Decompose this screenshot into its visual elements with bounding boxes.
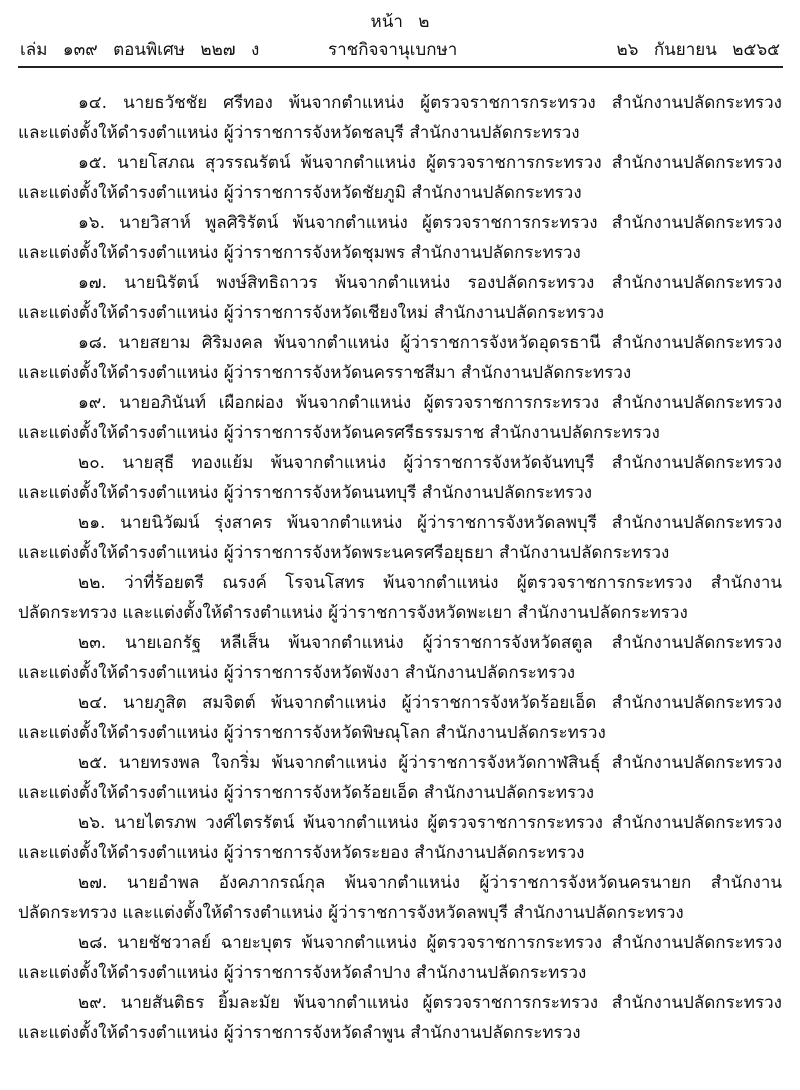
item-first-line: ๒๖. นายไตรภพ วงศ์ไตรรัตน์ พ้นจากตำแหน่ง ผู้ตรวจราชการกระทรวง สำนักงานปลัดกระทรวง <box>78 813 782 833</box>
appointment-item <box>18 268 782 328</box>
volume-issue: เล่ม ๑๓๙ ตอนพิเศษ ๒๒๗ ง <box>20 40 260 60</box>
item-first-line: ๑๖. นายวิสาห์ พูลศิริรัตน์ พ้นจากตำแหน่ง ผู้ตรวจราชการกระทรวง สำนักงานปลัดกระทรวง <box>78 213 782 233</box>
header-divider <box>18 66 783 68</box>
item-first-line: ๒๐. นายสุธี ทองแย้ม พ้นจากตำแหน่ง ผู้ว่าราชการจังหวัดจันทบุรี สำนักงานปลัดกระทรวง <box>78 453 782 473</box>
item-second-line: ปลัดกระทรวง และแต่งตั้งให้ดำรงตำแหน่ง ผู้ว่าราชการจังหวัดลพบุรี สำนักงานปลัดกระทรวง <box>18 903 684 923</box>
item-second-line: และแต่งตั้งให้ดำรงตำแหน่ง ผู้ว่าราชการจังหวัดชลบุรี สำนักงานปลัดกระทรวง <box>18 123 580 143</box>
appointment-item <box>18 388 782 448</box>
publication-date: ๒๖ กันยายน ๒๕๖๕ <box>616 40 780 60</box>
appointment-item <box>18 808 782 868</box>
item-first-line: ๒๙. นายสันติธร ยิ้มละมัย พ้นจากตำแหน่ง ผู้ตรวจราชการกระทรวง สำนักงานปลัดกระทรวง <box>78 993 782 1013</box>
item-first-line: ๑๙. นายอภินันท์ เผือกผ่อง พ้นจากตำแหน่ง ผู้ตรวจราชการกระทรวง สำนักงานปลัดกระทรวง <box>78 393 782 413</box>
appointment-item <box>18 508 782 568</box>
publication-title: ราชกิจจานุเบกษา <box>328 40 458 60</box>
item-first-line: ๒๒. ว่าที่ร้อยตรี ณรงค์ โรจนโสทร พ้นจากตำแหน่ง ผู้ตรวจราชการกระทรวง สำนักงาน <box>78 573 782 593</box>
item-first-line: ๑๘. นายสยาม ศิริมงคล พ้นจากตำแหน่ง ผู้ว่าราชการจังหวัดอุดรธานี สำนักงานปลัดกระทรวง <box>78 333 782 353</box>
item-second-line: และแต่งตั้งให้ดำรงตำแหน่ง ผู้ว่าราชการจังหวัดเชียงใหม่ สำนักงานปลัดกระทรวง <box>18 303 605 323</box>
appointment-item <box>18 328 782 388</box>
page-number: หน้า ๒ <box>370 12 430 32</box>
item-first-line: ๑๗. นายนิรัตน์ พงษ์สิทธิถาวร พ้นจากตำแหน่ง รองปลัดกระทรวง สำนักงานปลัดกระทรวง <box>78 273 782 293</box>
appointment-item <box>18 568 782 628</box>
item-second-line: ปลัดกระทรวง และแต่งตั้งให้ดำรงตำแหน่ง ผู้ว่าราชการจังหวัดพะเยา สำนักงานปลัดกระทรวง <box>18 603 688 623</box>
appointment-item <box>18 88 782 148</box>
appointment-item <box>18 688 782 748</box>
appointment-item <box>18 868 782 928</box>
item-second-line: และแต่งตั้งให้ดำรงตำแหน่ง ผู้ว่าราชการจังหวัดนครศรีธรรมราช สำนักงานปลัดกระทรวง <box>18 423 660 443</box>
item-second-line: และแต่งตั้งให้ดำรงตำแหน่ง ผู้ว่าราชการจังหวัดนครราชสีมา สำนักงานปลัดกระทรวง <box>18 363 632 383</box>
item-second-line: และแต่งตั้งให้ดำรงตำแหน่ง ผู้ว่าราชการจังหวัดชุมพร สำนักงานปลัดกระทรวง <box>18 243 581 263</box>
item-first-line: ๒๑. นายนิวัฒน์ รุ่งสาคร พ้นจากตำแหน่ง ผู้ว่าราชการจังหวัดลพบุรี สำนักงานปลัดกระทรวง <box>78 513 782 533</box>
item-first-line: ๒๕. นายทรงพล ใจกริ่ม พ้นจากตำแหน่ง ผู้ว่าราชการจังหวัดกาฬสินธุ์ สำนักงานปลัดกระทรวง <box>78 753 782 773</box>
appointment-item <box>18 748 782 808</box>
item-first-line: ๒๔. นายภูสิต สมจิตต์ พ้นจากตำแหน่ง ผู้ว่าราชการจังหวัดร้อยเอ็ด สำนักงานปลัดกระทรวง <box>78 693 782 713</box>
item-first-line: ๒๗. นายอำพล อังคภากรณ์กุล พ้นจากตำแหน่ง ผู้ว่าราชการจังหวัดนครนายก สำนักงาน <box>78 873 782 893</box>
appointment-list <box>18 88 782 1048</box>
item-second-line: และแต่งตั้งให้ดำรงตำแหน่ง ผู้ว่าราชการจังหวัดลำพูน สำนักงานปลัดกระทรวง <box>18 1023 581 1043</box>
item-second-line: และแต่งตั้งให้ดำรงตำแหน่ง ผู้ว่าราชการจังหวัดร้อยเอ็ด สำนักงานปลัดกระทรวง <box>18 783 595 803</box>
item-first-line: ๑๔. นายธวัชชัย ศรีทอง พ้นจากตำแหน่ง ผู้ตรวจราชการกระทรวง สำนักงานปลัดกระทรวง <box>78 93 782 113</box>
item-first-line: ๒๘. นายชัชวาลย์ ฉายะบุตร พ้นจากตำแหน่ง ผู้ตรวจราชการกระทรวง สำนักงานปลัดกระทรวง <box>78 933 782 953</box>
item-second-line: และแต่งตั้งให้ดำรงตำแหน่ง ผู้ว่าราชการจังหวัดพังงา สำนักงานปลัดกระทรวง <box>18 663 576 683</box>
item-first-line: ๑๕. นายโสภณ สุวรรณรัตน์ พ้นจากตำแหน่ง ผู้ตรวจราชการกระทรวง สำนักงานปลัดกระทรวง <box>78 153 782 173</box>
item-second-line: และแต่งตั้งให้ดำรงตำแหน่ง ผู้ว่าราชการจังหวัดพิษณุโลก สำนักงานปลัดกระทรวง <box>18 723 606 743</box>
appointment-item <box>18 628 782 688</box>
item-second-line: และแต่งตั้งให้ดำรงตำแหน่ง ผู้ว่าราชการจังหวัดระยอง สำนักงานปลัดกระทรวง <box>18 843 585 863</box>
item-second-line: และแต่งตั้งให้ดำรงตำแหน่ง ผู้ว่าราชการจังหวัดลำปาง สำนักงานปลัดกระทรวง <box>18 963 587 983</box>
item-first-line: ๒๓. นายเอกรัฐ หลีเส็น พ้นจากตำแหน่ง ผู้ว่าราชการจังหวัดสตูล สำนักงานปลัดกระทรวง <box>78 633 782 653</box>
gazette-header <box>20 36 780 60</box>
appointment-item <box>18 448 782 508</box>
appointment-item <box>18 988 782 1048</box>
appointment-item <box>18 208 782 268</box>
appointment-item <box>18 148 782 208</box>
item-second-line: และแต่งตั้งให้ดำรงตำแหน่ง ผู้ว่าราชการจังหวัดนนทบุรี สำนักงานปลัดกระทรวง <box>18 483 593 503</box>
item-second-line: และแต่งตั้งให้ดำรงตำแหน่ง ผู้ว่าราชการจังหวัดชัยภูมิ สำนักงานปลัดกระทรวง <box>18 183 582 203</box>
appointment-item <box>18 928 782 988</box>
item-second-line: และแต่งตั้งให้ดำรงตำแหน่ง ผู้ว่าราชการจังหวัดพระนครศรีอยุธยา สำนักงานปลัดกระทรวง <box>18 543 670 563</box>
